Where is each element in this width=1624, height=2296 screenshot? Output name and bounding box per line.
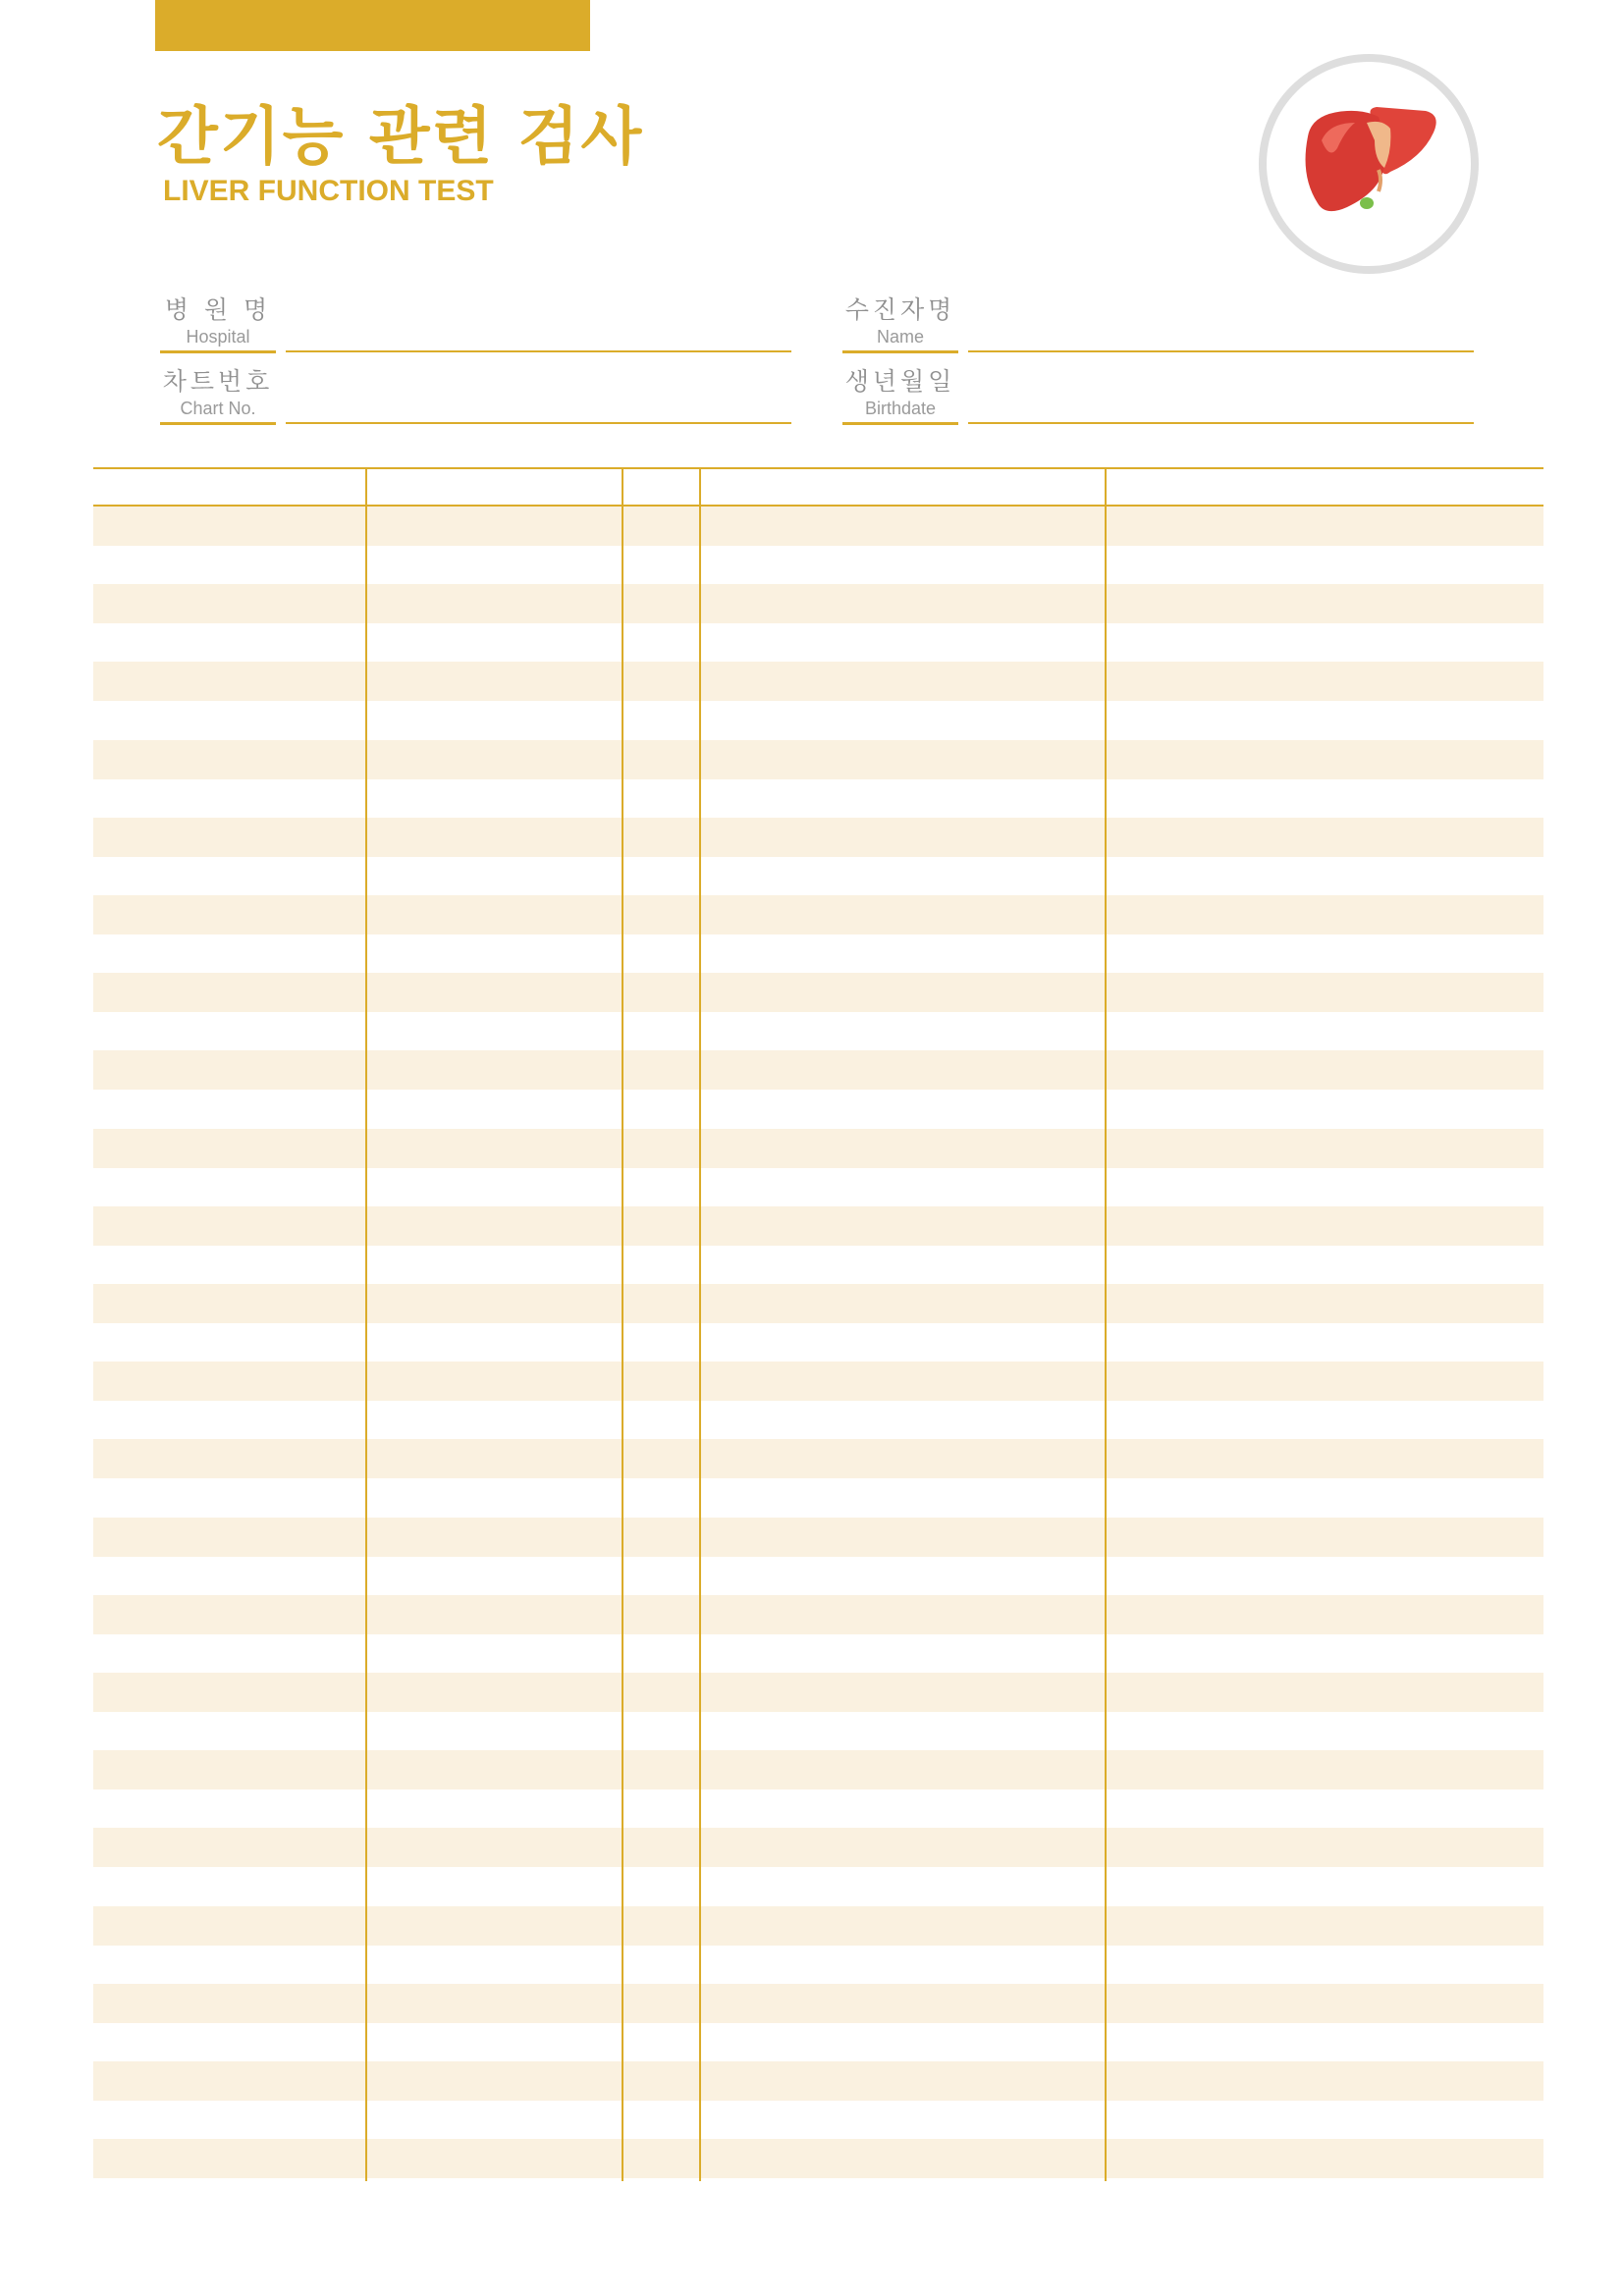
birthdate-field[interactable]	[968, 422, 1474, 424]
liver-logo	[1259, 54, 1479, 274]
table-row[interactable]	[93, 623, 1543, 663]
table-row[interactable]	[93, 895, 1543, 934]
table-row[interactable]	[93, 856, 1543, 895]
table-row[interactable]	[93, 934, 1543, 974]
table-row[interactable]	[93, 1206, 1543, 1246]
hospital-label-en: Hospital	[186, 327, 250, 347]
table-row[interactable]	[93, 1129, 1543, 1168]
chart-no-label-ko: 차트번호	[162, 367, 274, 396]
column-divider	[1105, 467, 1107, 2181]
name-field[interactable]	[968, 350, 1474, 352]
hospital-label-ko: 병 원 명	[164, 295, 272, 324]
birthdate-label	[842, 366, 958, 425]
name-label-ko: 수진자명	[844, 295, 956, 324]
name-label	[842, 294, 958, 353]
table-row[interactable]	[93, 701, 1543, 740]
table-row[interactable]	[93, 1439, 1543, 1478]
table-row[interactable]	[93, 1323, 1543, 1362]
hospital-field[interactable]	[286, 350, 791, 352]
column-divider	[365, 467, 367, 2181]
header-accent-bar	[155, 0, 590, 51]
hospital-label	[160, 294, 276, 353]
table-row[interactable]	[93, 1401, 1543, 1440]
table-row[interactable]	[93, 507, 1543, 546]
table-row[interactable]	[93, 1245, 1543, 1284]
table-row[interactable]	[93, 1362, 1543, 1401]
table-row[interactable]	[93, 1750, 1543, 1789]
table-row[interactable]	[93, 2101, 1543, 2140]
table-row[interactable]	[93, 1595, 1543, 1634]
table-row[interactable]	[93, 662, 1543, 701]
chart-no-label	[160, 366, 276, 425]
liver-icon	[1296, 101, 1441, 219]
table-row[interactable]	[93, 1712, 1543, 1751]
table-row[interactable]	[93, 973, 1543, 1012]
page-subtitle: LIVER FUNCTION TEST	[163, 175, 494, 207]
table-row[interactable]	[93, 1984, 1543, 2023]
birthdate-label-ko: 생년월일	[844, 367, 956, 396]
table-row[interactable]	[93, 1478, 1543, 1518]
table-row[interactable]	[93, 1050, 1543, 1090]
column-divider	[622, 467, 623, 2181]
table-row[interactable]	[93, 1828, 1543, 1867]
table-row[interactable]	[93, 1867, 1543, 1906]
name-label-en: Name	[876, 327, 924, 347]
table-row[interactable]	[93, 1556, 1543, 1595]
table-row[interactable]	[93, 2022, 1543, 2061]
page-title: 간기능 관련 검사	[157, 101, 644, 174]
results-table	[93, 467, 1543, 2181]
table-row[interactable]	[93, 1090, 1543, 1129]
table-row[interactable]	[93, 1906, 1543, 1946]
column-divider	[699, 467, 701, 2181]
table-row[interactable]	[93, 1518, 1543, 1557]
table-row[interactable]	[93, 1012, 1543, 1051]
table-header-border	[93, 505, 1543, 507]
table-row[interactable]	[93, 1284, 1543, 1323]
table-row[interactable]	[93, 1673, 1543, 1712]
table-top-border	[93, 467, 1543, 469]
chart-no-label-en: Chart No.	[180, 399, 256, 418]
table-row[interactable]	[93, 1633, 1543, 1673]
table-row[interactable]	[93, 2139, 1543, 2178]
table-row[interactable]	[93, 740, 1543, 779]
chart-no-field[interactable]	[286, 422, 791, 424]
table-row[interactable]	[93, 818, 1543, 857]
table-row[interactable]	[93, 1167, 1543, 1206]
table-row[interactable]	[93, 1945, 1543, 1984]
birthdate-label-en: Birthdate	[864, 399, 937, 418]
table-row[interactable]	[93, 2061, 1543, 2101]
table-row[interactable]	[93, 778, 1543, 818]
table-row[interactable]	[93, 584, 1543, 623]
table-row[interactable]	[93, 1789, 1543, 1829]
table-row[interactable]	[93, 546, 1543, 585]
